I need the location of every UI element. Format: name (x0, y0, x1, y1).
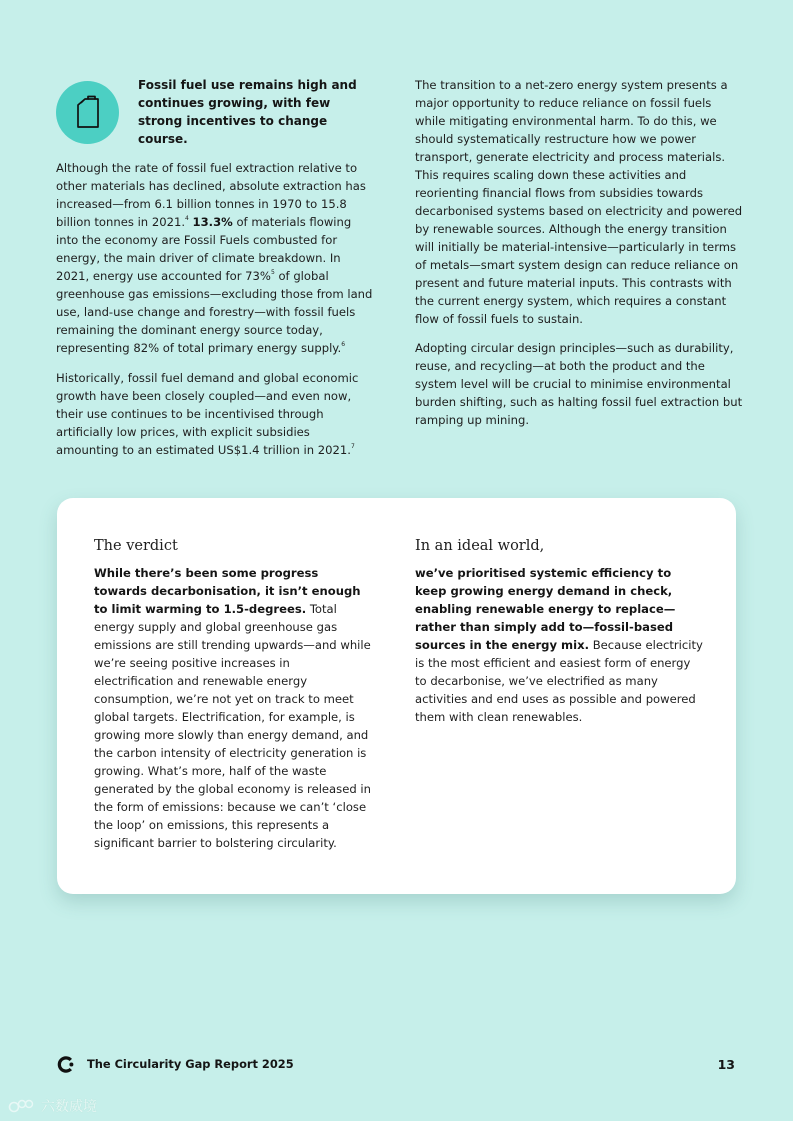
right-column (415, 76, 743, 440)
highlight-stat: 13.3% (192, 215, 233, 229)
verdict-card (57, 498, 736, 894)
fuel-can-icon (56, 81, 119, 144)
verdict-column (94, 536, 372, 852)
paragraph: Adopting circular design principles—such as durability, reuse, and recycling—at both the product and the system level will be crucial to minimise environmental burden shifting, such as halting fossil fuel extraction but ramping up mining. (415, 341, 743, 427)
watermark (8, 1096, 97, 1116)
ideal-world-heading: In an ideal world, (415, 538, 545, 554)
circularity-logo-icon (56, 1055, 75, 1074)
report-title: The Circularity Gap Report 2025 (87, 1057, 294, 1071)
left-column (56, 76, 374, 471)
section-intro (56, 76, 374, 148)
ideal-world-text: we’ve prioritised systemic efficiency to keep growing energy demand in check, enabling renewable energy to replace—rather than simply add to—fossil-based sources in the energy mix. Because electricity is the most efficient and easiest form of energy to decarbonise, we’ve electrified as many activities and end uses as possible and powered them with clean renewables. (415, 566, 703, 724)
verdict-text: While there’s been some progress towards decarbonisation, it isn’t enough to limit warming to 1.5-degrees. Total energy supply and global greenhouse gas emissions are still trending upwards—and while we’re seeing positive increases in electrification and renewable energy consumption, we’re not yet on track to meet global targets. Electrification, for example, is growing more slowly than energy demand, and the carbon intensity of electricity generation is growing. What’s more, half of the waste generated by the global economy is released in the form of emissions: because we can’t ‘close the loop’ on emissions, this represents a significant barrier to bolstering circularity. (94, 566, 371, 850)
verdict-heading: The verdict (94, 538, 178, 554)
section-title: Fossil fuel use remains high and continues growing, with few strong incentives to change course. (138, 78, 357, 146)
ideal-world-column (415, 536, 703, 726)
paragraph: Historically, fossil fuel demand and global economic growth have been closely coupled—and even now, their use continues to be incentivised through artificially low prices, with explicit subsidies amounting to an estimated US$1.4 trillion in 2021.$^7$ (56, 371, 359, 457)
paragraph: The transition to a net-zero energy system presents a major opportunity to reduce reliance on fossil fuels while mitigating environmental harm. To do this, we should systematically restructure how we power transport, generate electricity and process materials. This requires scaling down these activities and reorienting financial flows from subsidies towards decarbonised systems based on electricity and powered by renewable sources. Although the energy transition will initially be material-intensive—particularly in terms of metals—smart system design can reduce reliance on present and future material inputs. This contrasts with the current energy system, which requires a constant flow of fossil fuels to sustain. (415, 78, 743, 326)
watermark-logo-icon (8, 1098, 38, 1114)
watermark-text: 六数威境 (41, 1099, 97, 1115)
page-footer (56, 1054, 736, 1074)
paragraph: Although the rate of fossil fuel extraction relative to other materials has declined, absolute extraction has increased—from 6.1 billion tonnes in 1970 to 15.8 billion tonnes in 2021.$^4$ 13.3% of materials flowing into the economy are Fossil Fuels combusted for energy, the main driver of climate breakdown. In 2021, energy use accounted for 73%$^5$ of global greenhouse gas emissions—excluding those from land use, land-use change and forestry—with fossil fuels remaining the dominant energy source today, representing 82% of total primary energy supply.$^6$ (56, 161, 373, 355)
page-number: 13 (717, 1057, 735, 1072)
